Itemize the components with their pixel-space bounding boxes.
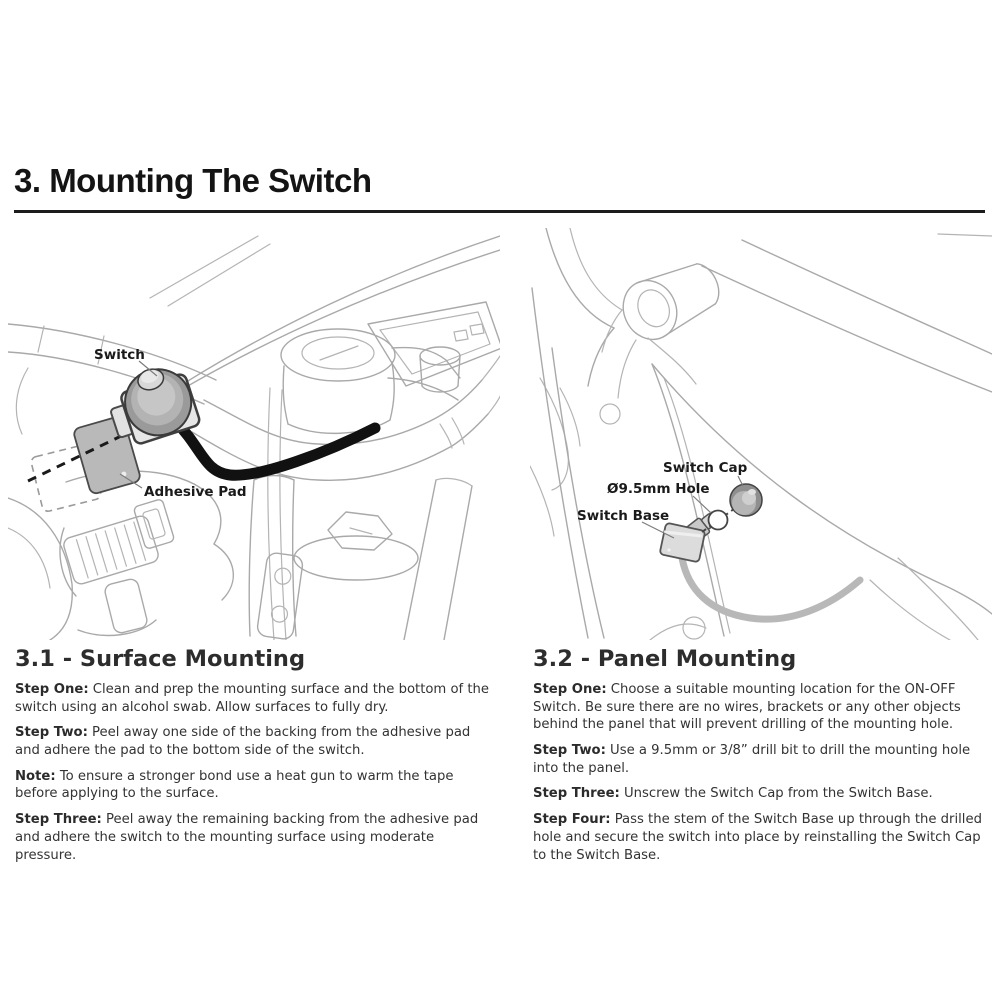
- surface-mounting-figure: [8, 228, 500, 640]
- note-paragraph: [15, 768, 493, 803]
- step-label: Step Two:: [533, 743, 606, 759]
- step-label: Step Three:: [15, 812, 102, 828]
- panel-mounting-figure: [530, 228, 992, 640]
- hole-size-label: Ø9.5mm Hole: [607, 481, 710, 497]
- panel-line-art: [530, 228, 992, 640]
- switch-cable: [176, 422, 375, 475]
- step-text: Unscrew the Switch Cap from the Switch Base.: [624, 786, 933, 802]
- switch-cap-illustration: [730, 484, 762, 516]
- step-paragraph: [15, 811, 493, 864]
- title-divider: [14, 210, 985, 213]
- mounting-hole-illustration: [709, 511, 728, 530]
- step-paragraph: [15, 681, 493, 716]
- step-text: Peel away the remaining backing from the adhesive pad and adhere the switch to the mounting surface using moderate pressure.: [15, 812, 479, 863]
- switch-label: Switch: [94, 347, 145, 363]
- step-text: Peel away one side of the backing from the adhesive pad and adhere the pad to the bottom side of the switch.: [15, 725, 471, 759]
- step-label: Step Three:: [533, 786, 620, 802]
- step-text: Use a 9.5mm or 3/8” drill bit to drill the mounting hole into the panel.: [533, 743, 971, 776]
- section-panel-mounting: [533, 646, 991, 872]
- section-surface-mounting: [15, 646, 493, 872]
- note-text: To ensure a stronger bond use a heat gun to warm the tape before applying to the surface.: [15, 768, 454, 802]
- surface-mounting-heading: 3.1 - Surface Mounting: [15, 646, 306, 672]
- step-paragraph: [15, 724, 493, 759]
- page-title: 3. Mounting The Switch: [14, 162, 372, 199]
- step-label: Step Four:: [533, 812, 611, 828]
- note-label: Note:: [15, 768, 56, 784]
- step-text: Pass the stem of the Switch Base up through the drilled hole and secure the switch into place by reinstalling the Switch Cap to the Switch Base.: [533, 812, 982, 863]
- step-paragraph: [533, 811, 991, 864]
- step-label: Step One:: [533, 682, 607, 697]
- switch-base-label: Switch Base: [577, 508, 670, 524]
- switch-cap-label: Switch Cap: [663, 460, 748, 476]
- step-paragraph: [533, 785, 991, 803]
- step-label: Step Two:: [15, 725, 88, 741]
- step-paragraph: [533, 681, 991, 734]
- step-text: Clean and prep the mounting surface and the bottom of the switch using an alcohol swab. Allow surfaces to fully dry.: [15, 682, 490, 715]
- step-label: Step One:: [15, 682, 89, 697]
- adhesive-pad-label: Adhesive Pad: [144, 484, 247, 500]
- panel-mounting-heading: 3.2 - Panel Mounting: [533, 646, 797, 672]
- step-paragraph: [533, 742, 991, 777]
- step-text: Choose a suitable mounting location for the ON-OFF Switch. Be sure there are no wires, brackets or any other objects behind the panel that will prevent drilling of the mounting hole.: [533, 682, 961, 733]
